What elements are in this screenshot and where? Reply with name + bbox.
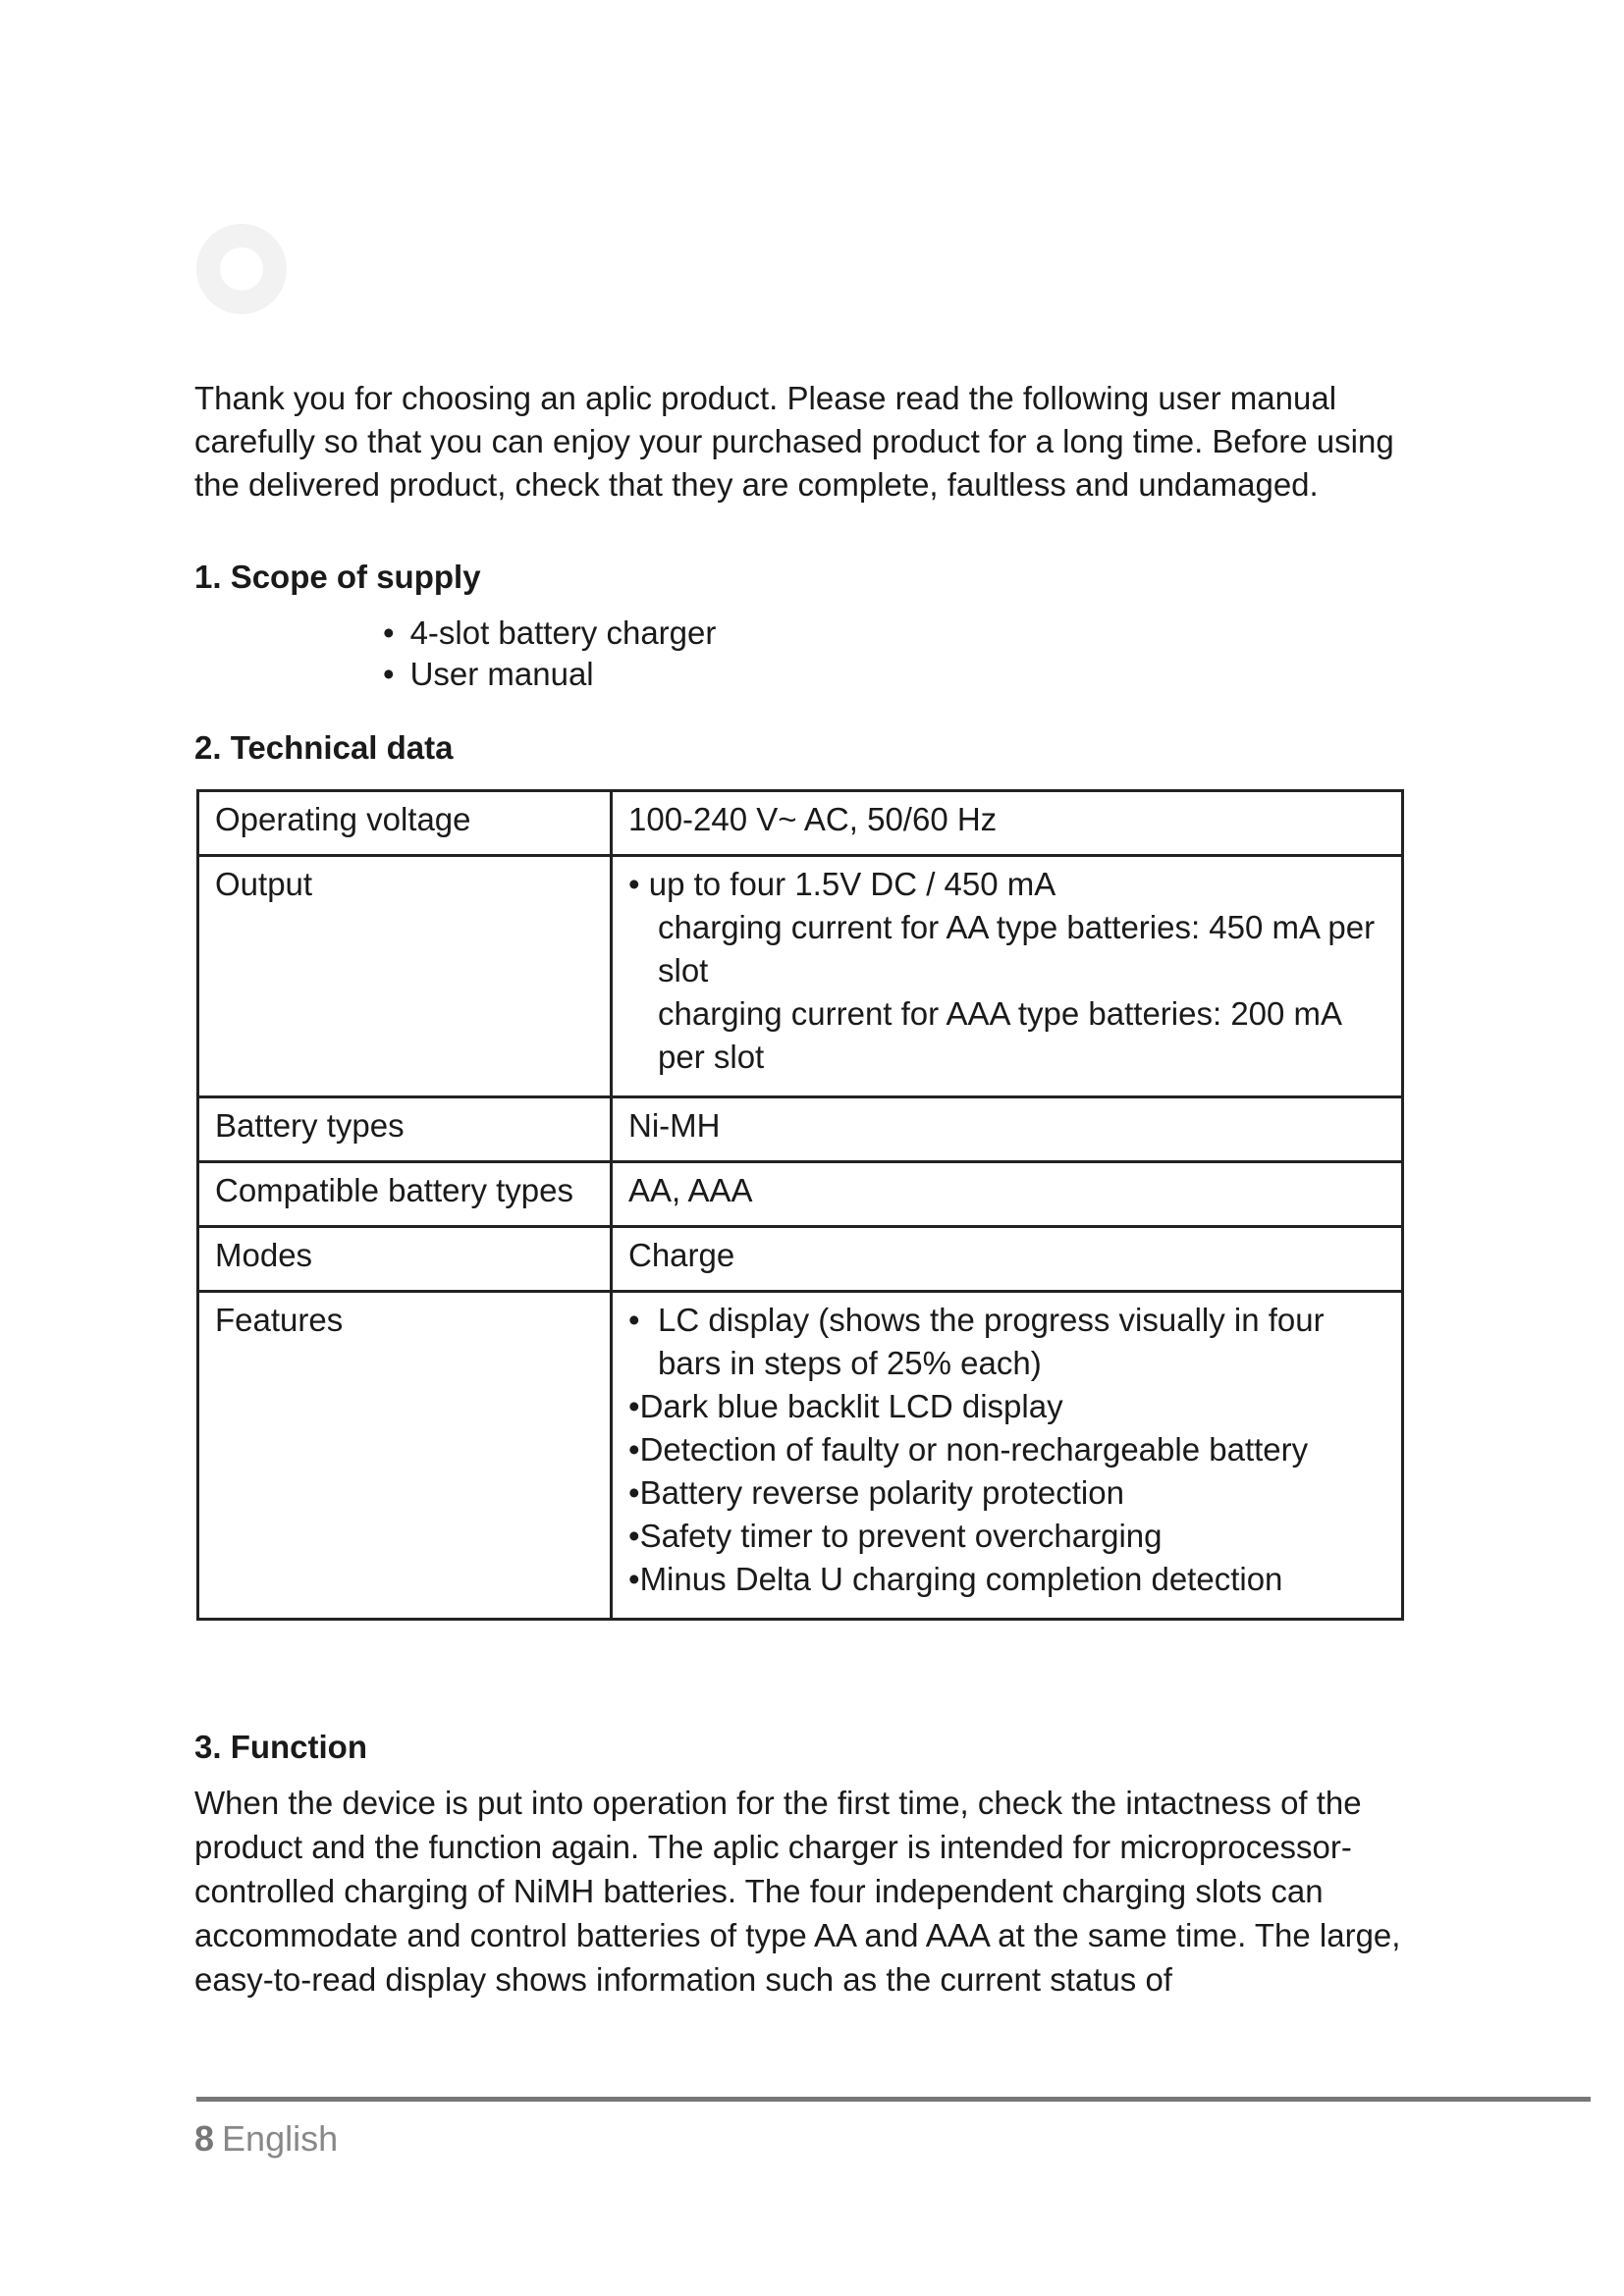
output-value: • up to four 1.5V DC / 450 mA bbox=[628, 866, 1056, 902]
cell-label: Output bbox=[198, 856, 612, 1097]
cell-label: Features bbox=[198, 1292, 612, 1620]
table-row bbox=[198, 856, 1403, 1097]
table-row bbox=[198, 1292, 1403, 1620]
cell-value: Charge bbox=[612, 1227, 1403, 1292]
cell-value bbox=[612, 856, 1403, 1097]
cell-value: Ni-MH bbox=[612, 1097, 1403, 1162]
cell-label: Compatible battery types bbox=[198, 1162, 612, 1227]
scope-heading: 1. Scope of supply bbox=[194, 559, 481, 595]
page-footer bbox=[194, 2118, 338, 2160]
cell-label: Battery types bbox=[198, 1097, 612, 1162]
cell-value bbox=[612, 1292, 1403, 1620]
output-aaa-current: charging current for AAA type batteries: 200 mA per slot bbox=[658, 995, 1341, 1075]
scope-list bbox=[383, 613, 716, 695]
technical-data-table bbox=[196, 789, 1404, 1621]
footer-divider bbox=[196, 2097, 1591, 2102]
output-aa-current: charging current for AA type batteries: 450 mA per slot bbox=[658, 909, 1376, 988]
cell-label: Operating voltage bbox=[198, 791, 612, 856]
list-item: • Safety timer to prevent overcharging bbox=[628, 1515, 1385, 1558]
function-paragraph: When the device is put into operation for the first time, check the intactness of the product and the function again. The aplic charger is intended for microprocessor-controlled charging of NiMH batteries. The four independent charging slots can accommodate and control batteries of type AA and AAA at the same time. The large, easy-to-read display shows information such as the current status of bbox=[194, 1785, 1401, 1998]
page-number: 8 bbox=[194, 2118, 215, 2159]
intro-paragraph: Thank you for choosing an aplic product. Please read the following user manual carefully so that you can enjoy your purchased product for a long time. Before using the delivered product, check that they are complete, faultless and undamaged. bbox=[194, 380, 1394, 503]
brand-logo-watermark bbox=[196, 224, 287, 314]
features-list bbox=[628, 1299, 1385, 1601]
table-row bbox=[198, 791, 1403, 856]
footer-language: English bbox=[222, 2118, 339, 2159]
list-item: • 4-slot battery charger bbox=[383, 613, 716, 654]
table-row bbox=[198, 1227, 1403, 1292]
list-item: • Battery reverse polarity protection bbox=[628, 1471, 1385, 1515]
list-item: • Dark blue backlit LCD display bbox=[628, 1385, 1385, 1428]
list-item: • Detection of faulty or non-rechargeable battery bbox=[628, 1428, 1385, 1471]
cell-value: AA, AAA bbox=[612, 1162, 1403, 1227]
list-item: • Minus Delta U charging completion detection bbox=[628, 1558, 1385, 1601]
list-item: • LC display (shows the progress visually in four bars in steps of 25% each) bbox=[628, 1299, 1385, 1385]
table-row bbox=[198, 1162, 1403, 1227]
cell-value: 100-240 V~ AC, 50/60 Hz bbox=[612, 791, 1403, 856]
table-row bbox=[198, 1097, 1403, 1162]
technical-data-heading: 2. Technical data bbox=[194, 729, 454, 766]
list-item: • User manual bbox=[383, 654, 716, 695]
cell-label: Modes bbox=[198, 1227, 612, 1292]
function-heading: 3. Function bbox=[194, 1729, 367, 1765]
